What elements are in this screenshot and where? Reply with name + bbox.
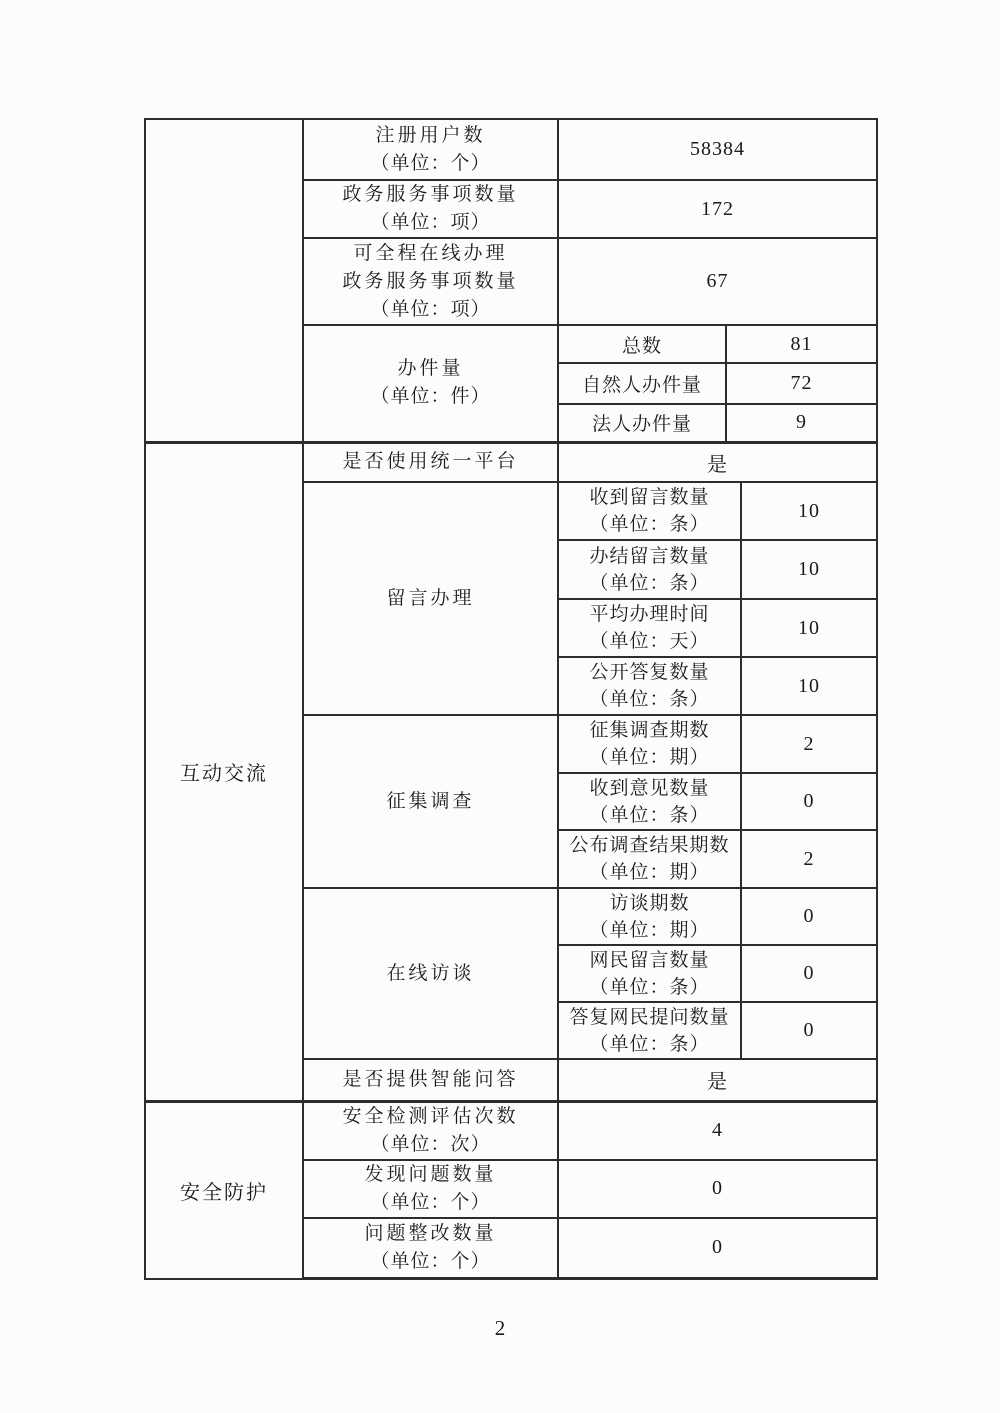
sub-metric-unit: （单位：条）: [589, 1033, 710, 1055]
sub-metric-label: [558, 773, 741, 830]
metric-unit: （单位：个）: [370, 1191, 491, 1213]
metric-label-text: 安全检测评估次数: [342, 1105, 519, 1127]
sub-metric-unit: （单位：期）: [589, 862, 710, 883]
sub-metric-value: 0: [741, 945, 877, 1002]
table-row: [145, 119, 877, 180]
sub-metric-value: 0: [741, 773, 877, 830]
metric-label-text: 办件量: [397, 358, 464, 380]
sub-metric-value: 81: [726, 325, 877, 363]
sub-metric-label: 自然人办件量: [558, 363, 726, 404]
sub-metric-label-text: 公布调查结果期数: [569, 835, 730, 856]
sub-metric-label-text: 收到意见数量: [589, 777, 710, 799]
metric-label: [303, 442, 558, 482]
sub-metric-value: 10: [741, 599, 877, 657]
sub-metric-label: [558, 945, 741, 1002]
metric-label: [303, 119, 558, 180]
metric-label-text: 政务服务事项数量: [342, 184, 519, 205]
sub-metric-value: 0: [741, 888, 877, 945]
metric-value: 0: [558, 1218, 877, 1279]
section-label-interaction: 互动交流: [145, 442, 303, 1101]
metric-label-text: 留言办理: [386, 587, 475, 609]
metric-label: [303, 482, 558, 715]
sub-metric-label: 法人办件量: [558, 404, 726, 442]
section-label-security: 安全防护: [145, 1101, 303, 1279]
metric-value: 4: [558, 1101, 877, 1160]
metric-label: [303, 180, 558, 238]
sub-metric-label-text: 网民留言数量: [589, 949, 710, 971]
sub-metric-unit: （单位：条）: [589, 572, 710, 594]
sub-metric-label: [558, 888, 741, 945]
sub-metric-label-text: 办结留言数量: [589, 545, 710, 567]
sub-metric-value: 10: [741, 657, 877, 715]
sub-metric-unit: （单位：条）: [589, 514, 710, 535]
table-row: [145, 442, 877, 482]
metric-label: [303, 715, 558, 888]
metric-label-text: 是否使用统一平台: [342, 451, 519, 473]
metric-label-text: 发现问题数量: [364, 1163, 497, 1185]
sub-metric-label-text: 征集调查期数: [589, 720, 710, 741]
sub-metric-unit: （单位：期）: [589, 747, 710, 768]
metric-value: 67: [558, 238, 877, 325]
sub-metric-label-text: 公开答复数量: [589, 662, 710, 683]
sub-metric-label: [558, 1002, 741, 1059]
metric-unit: （单位：个）: [370, 152, 491, 174]
sub-metric-value: 10: [741, 540, 877, 599]
sub-metric-unit: （单位：条）: [589, 976, 710, 998]
metric-value: 是: [558, 442, 877, 482]
sub-metric-value: 10: [741, 482, 877, 540]
metric-unit: （单位：项）: [370, 298, 491, 320]
sub-metric-label: 总数: [558, 325, 726, 363]
metric-unit: （单位：个）: [370, 1250, 491, 1272]
metric-label: [303, 1101, 558, 1160]
metric-label: [303, 238, 558, 325]
sub-metric-label: [558, 540, 741, 599]
metric-label-text: 问题整改数量: [364, 1222, 497, 1244]
sub-metric-value: 72: [726, 363, 877, 404]
sub-metric-value: 9: [726, 404, 877, 442]
sub-metric-value: 0: [741, 1002, 877, 1059]
metric-label-text: 可全程在线办理: [353, 242, 508, 264]
metric-value: 172: [558, 180, 877, 238]
metric-value: 58384: [558, 119, 877, 180]
report-table: [144, 118, 878, 1280]
metric-value: 0: [558, 1160, 877, 1218]
sub-metric-label: [558, 830, 741, 888]
metric-label-text: 征集调查: [386, 790, 475, 812]
sub-metric-unit: （单位：条）: [589, 804, 710, 826]
metric-label: [303, 888, 558, 1059]
sub-metric-label: [558, 657, 741, 715]
section-label-empty: [145, 119, 303, 442]
sub-metric-value: 2: [741, 715, 877, 773]
sub-metric-label: [558, 599, 741, 657]
metric-label-text: 是否提供智能问答: [342, 1068, 519, 1090]
metric-unit: （单位：件）: [370, 386, 491, 408]
sub-metric-label: [558, 715, 741, 773]
metric-label: [303, 1059, 558, 1101]
sub-metric-label: [558, 482, 741, 540]
metric-label: [303, 1160, 558, 1218]
page-number: 2: [494, 1316, 506, 1340]
metric-unit: （单位：次）: [370, 1133, 491, 1155]
metric-label: [303, 325, 558, 442]
metric-unit: （单位：项）: [370, 212, 491, 233]
sub-metric-unit: （单位：条）: [589, 689, 710, 710]
metric-label-text: 在线访谈: [386, 962, 475, 984]
sub-metric-label-text: 答复网民提问数量: [569, 1006, 730, 1028]
sub-metric-label-text: 访谈期数: [609, 892, 690, 914]
sub-metric-unit: （单位：天）: [589, 631, 710, 652]
metric-label-text: 注册用户数: [375, 124, 486, 146]
metric-label-text: 政务服务事项数量: [342, 270, 519, 292]
sub-metric-label-text: 收到留言数量: [589, 487, 710, 508]
sub-metric-value: 2: [741, 830, 877, 888]
metric-label: [303, 1218, 558, 1279]
metric-value: 是: [558, 1059, 877, 1101]
sub-metric-label-text: 平均办理时间: [589, 604, 710, 625]
sub-metric-unit: （单位：期）: [589, 919, 710, 941]
table-row: [145, 1101, 877, 1160]
